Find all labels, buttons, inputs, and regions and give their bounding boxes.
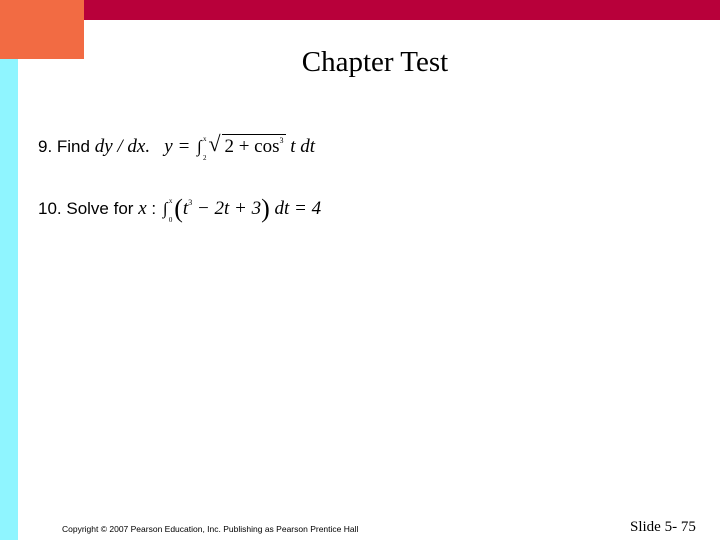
q9-upper-limit: x: [203, 135, 207, 143]
q9-radicand: 2 + cos: [224, 136, 280, 157]
q10-variable: x: [138, 198, 147, 219]
q10-number: 10. Solve for: [38, 199, 134, 218]
q9-exponent: 3: [279, 136, 284, 145]
q9-y-equals: y =: [164, 136, 191, 157]
question-9: [38, 131, 316, 162]
q10-colon: :: [151, 199, 157, 218]
top-accent-bar: [0, 0, 720, 20]
copyright-footer: Copyright © 2007 Pearson Education, Inc. Publishing as Pearson Prentice Hall: [62, 524, 359, 534]
question-10: [38, 194, 321, 224]
q9-lower-limit: 2: [203, 154, 207, 162]
q9-integral: ∫ x 2: [197, 135, 207, 162]
q9-number: 9. Find: [38, 137, 90, 156]
slide-title: Chapter Test: [301, 46, 449, 78]
q10-exponent: 3: [188, 198, 193, 207]
q9-sqrt: [208, 131, 285, 158]
q10-upper-limit: x: [168, 197, 173, 205]
q9-dydx: dy / dx.: [94, 136, 151, 157]
q10-open-paren: (: [174, 194, 183, 223]
q10-integral: ∫ x 0: [162, 197, 173, 224]
q10-t: t: [182, 198, 189, 219]
sqrt-icon: √: [208, 131, 221, 156]
q9-tail: t dt: [290, 136, 316, 157]
q10-terms: − 2t + 3: [196, 198, 262, 219]
q10-dt-equals: dt = 4: [274, 198, 322, 219]
q10-close-paren: ): [261, 194, 270, 223]
slide-number: Slide 5- 75: [630, 519, 696, 535]
left-accent-bar: [0, 59, 18, 540]
q10-lower-limit: 0: [168, 216, 173, 224]
